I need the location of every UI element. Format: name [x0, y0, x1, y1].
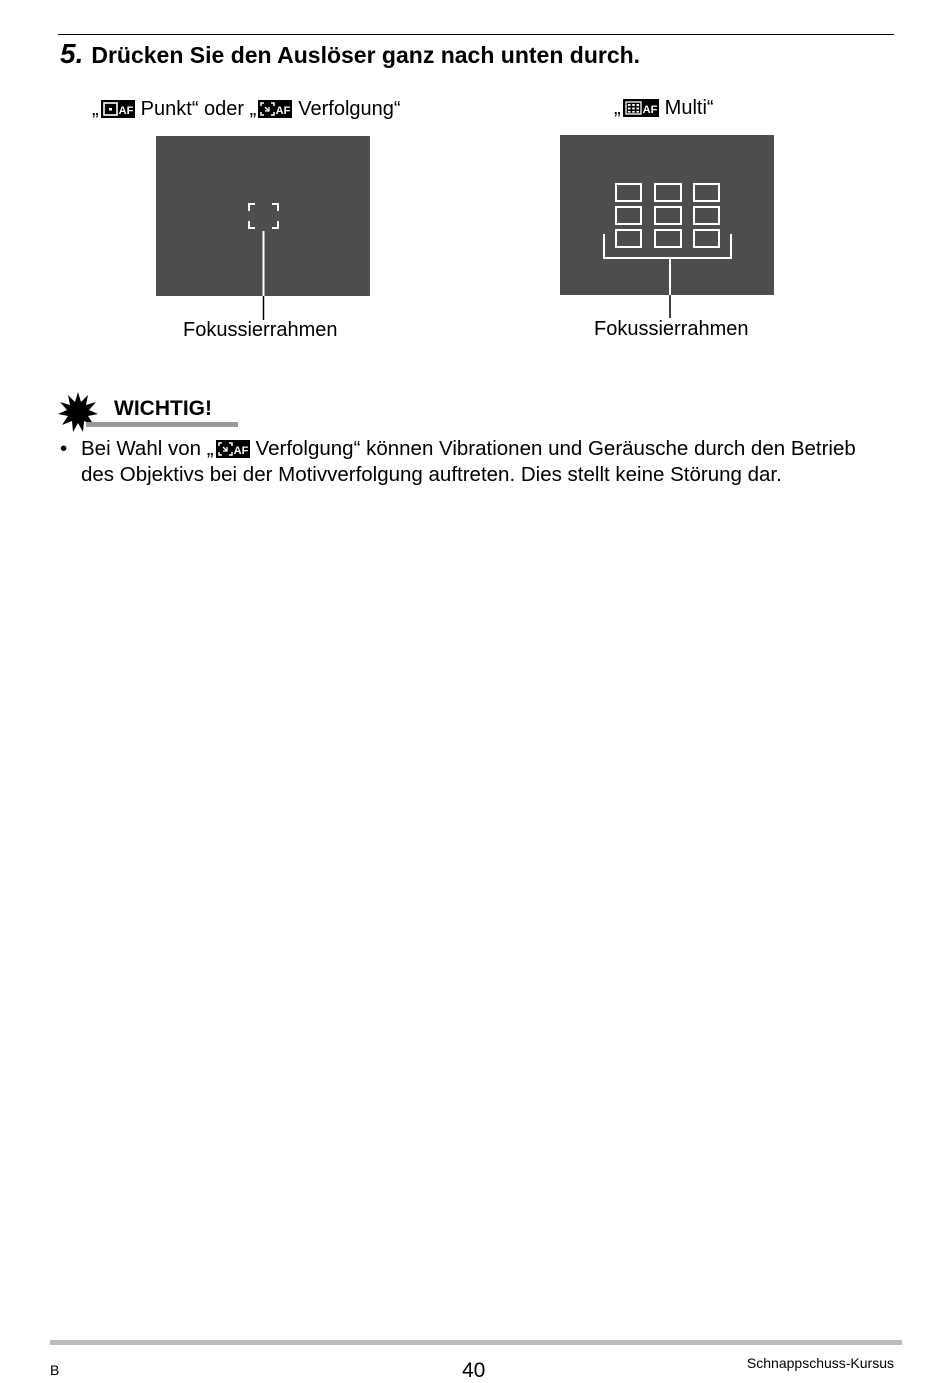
bullet-dot: • — [60, 437, 68, 460]
caption-verfolgung-text: Verfolgung“ — [298, 98, 401, 120]
multi-focus-grid — [616, 184, 719, 247]
right-focus-label: Fokussierrahmen — [594, 318, 749, 340]
important-bullet — [60, 436, 890, 488]
footer-section-title: Schnappschuss-Kursus — [746, 1355, 894, 1371]
verfolgung-af-icon — [216, 440, 250, 458]
page-number: 40 — [462, 1359, 486, 1382]
footer-rule — [50, 1340, 902, 1345]
important-title: WICHTIG! — [114, 397, 212, 420]
important-text-pre: Bei Wahl von „ — [81, 437, 214, 460]
quote-open-right: „ — [614, 97, 621, 119]
important-text — [81, 436, 890, 488]
left-focus-label: Fokussierrahmen — [183, 319, 338, 341]
svg-text:AF: AF — [233, 445, 248, 457]
svg-text:AF: AF — [642, 104, 658, 116]
important-text-post: Verfolgung“ können Vibrationen und Geräusche durch den Betrieb des Objektivs bei der Motivverfolgung auftreten. Dies stellt keine Störung dar. — [81, 437, 856, 486]
svg-text:AF: AF — [275, 105, 291, 117]
single-focus-frame — [249, 204, 278, 228]
footer-left-mark: B — [50, 1362, 60, 1378]
important-underline — [86, 422, 238, 427]
step-number: 5. — [60, 38, 84, 69]
focus-diagram-overlay — [0, 0, 950, 360]
caption-punkt-text: Punkt“ oder „ — [140, 98, 257, 120]
quote-open: „ — [92, 98, 99, 120]
svg-text:AF: AF — [118, 105, 134, 117]
step-text: Drücken Sie den Auslöser ganz nach unten durch. — [91, 42, 641, 68]
caption-multi-text: Multi“ — [664, 97, 714, 119]
